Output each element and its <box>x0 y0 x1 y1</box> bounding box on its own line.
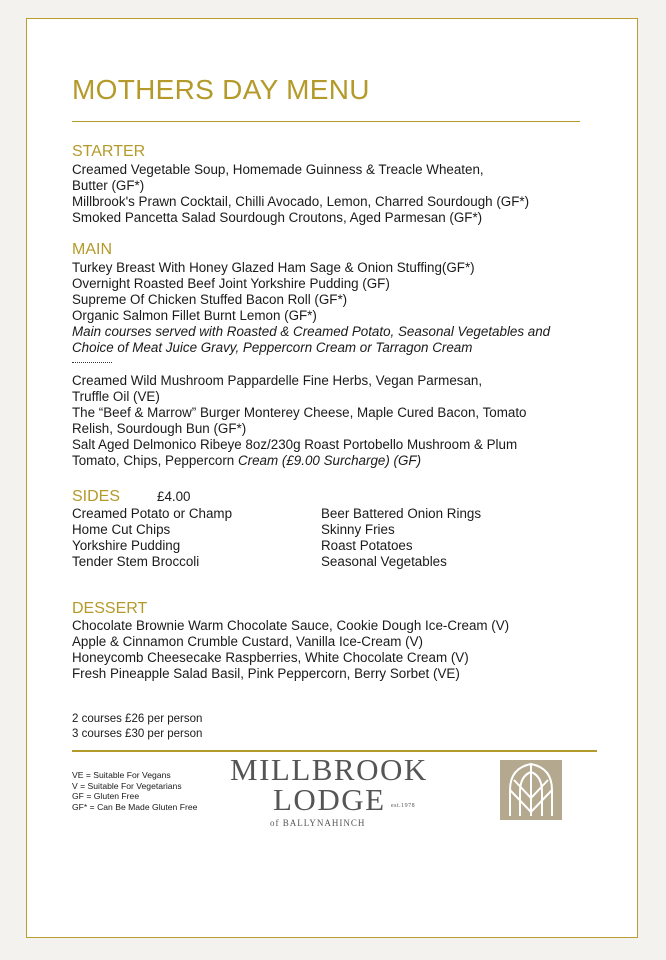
starter-line: Butter (GF*) <box>72 178 145 193</box>
dotted-separator <box>72 362 112 363</box>
main-note: Main courses served with Roasted & Creamed Potato, Seasonal Vegetables and <box>72 324 551 339</box>
legend-item: GF = Gluten Free <box>72 791 140 801</box>
legend-item: V = Suitable For Vegetarians <box>72 780 182 791</box>
sides-price: £4.00 <box>157 489 191 504</box>
dessert-line: Apple & Cinnamon Crumble Custard, Vanilla Ice-Cream (V) <box>72 634 424 649</box>
logo-subtitle: of BALLYNAHINCH <box>270 818 366 828</box>
main-line: Turkey Breast With Honey Glazed Ham Sage & Onion Stuffing(GF*) <box>72 260 475 275</box>
dietary-legend <box>72 770 197 812</box>
main-extra-line: Truffle Oil (VE) <box>72 389 160 404</box>
side-item: Beer Battered Onion Rings <box>321 506 482 521</box>
sides-heading: SIDES <box>72 488 121 505</box>
dessert-line: Chocolate Brownie Warm Chocolate Sauce, Cookie Dough Ice-Cream (V) <box>72 618 510 633</box>
starter-line: Creamed Vegetable Soup, Homemade Guinness & Treacle Wheaten, <box>72 162 484 177</box>
main-last-italic: Cream (£9.00 Surcharge) (GF) <box>237 453 422 468</box>
title-divider <box>72 121 580 122</box>
pricing-line: 3 courses £30 per person <box>72 728 203 740</box>
logo-est: est.1978 <box>391 803 416 809</box>
side-item: Skinny Fries <box>321 522 395 537</box>
main-heading: MAIN <box>72 241 112 258</box>
logo-lodge: LODGE <box>273 782 386 817</box>
starter-heading: STARTER <box>72 143 146 160</box>
gothic-arch-emblem-icon <box>500 760 562 820</box>
main-last-plain: Tomato, Chips, Peppercorn <box>72 453 238 468</box>
side-item: Home Cut Chips <box>72 522 171 537</box>
dessert-line: Honeycomb Cheesecake Raspberries, White Chocolate Cream (V) <box>72 650 469 665</box>
starter-line: Millbrook's Prawn Cocktail, Chilli Avocado, Lemon, Charred Sourdough (GF*) <box>72 194 530 209</box>
menu-title: MOTHERS DAY MENU <box>72 74 370 105</box>
main-extra-line-last <box>72 453 421 469</box>
main-line: Supreme Of Chicken Stuffed Bacon Roll (GF*) <box>72 292 348 307</box>
side-item: Seasonal Vegetables <box>321 554 447 569</box>
logo-millbrook: MILLBROOK <box>230 752 428 787</box>
pricing-line: 2 courses £26 per person <box>72 713 203 725</box>
main-extra-line: Relish, Sourdough Bun (GF*) <box>72 421 247 436</box>
main-line: Organic Salmon Fillet Burnt Lemon (GF*) <box>72 308 317 323</box>
legend-item: GF* = Can Be Made Gluten Free <box>72 801 198 812</box>
emblem-svg <box>500 760 562 820</box>
side-item: Creamed Potato or Champ <box>72 506 233 521</box>
side-item: Yorkshire Pudding <box>72 538 181 553</box>
main-note: Choice of Meat Juice Gravy, Peppercorn Cream or Tarragon Cream <box>72 340 473 355</box>
main-extra-line: The “Beef & Marrow” Burger Monterey Cheese, Maple Cured Bacon, Tomato <box>72 405 527 420</box>
dessert-heading: DESSERT <box>72 600 148 617</box>
side-item: Roast Potatoes <box>321 538 413 553</box>
main-extra-line: Salt Aged Delmonico Ribeye 8oz/230g Roast Portobello Mushroom & Plum <box>72 437 518 452</box>
starter-line: Smoked Pancetta Salad Sourdough Croutons, Aged Parmesan (GF*) <box>72 210 483 225</box>
main-extra-line: Creamed Wild Mushroom Pappardelle Fine Herbs, Vegan Parmesan, <box>72 373 483 388</box>
side-item: Tender Stem Broccoli <box>72 554 200 569</box>
main-line: Overnight Roasted Beef Joint Yorkshire Pudding (GF) <box>72 276 390 291</box>
dessert-line: Fresh Pineapple Salad Basil, Pink Peppercorn, Berry Sorbet (VE) <box>72 666 460 681</box>
legend-item: VE = Suitable For Vegans <box>72 770 171 780</box>
